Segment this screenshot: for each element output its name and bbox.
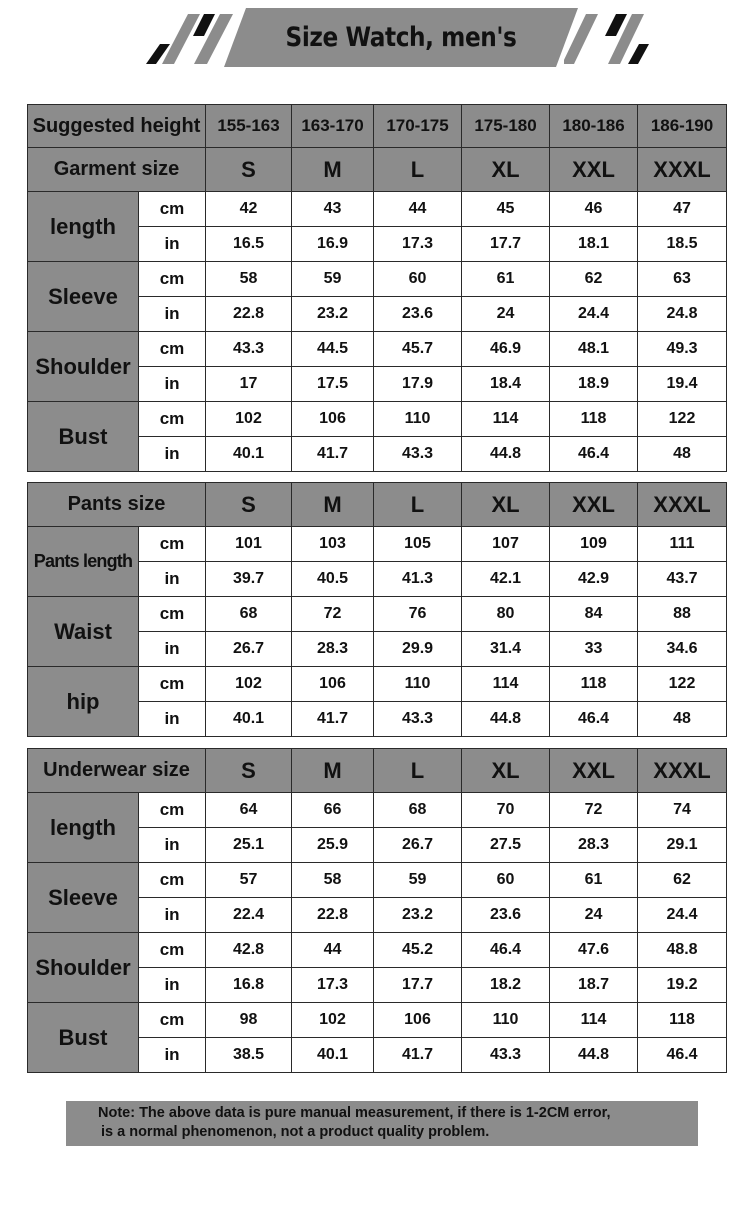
unit-label: cm (139, 933, 206, 968)
value-cell: 33 (550, 632, 638, 667)
value-cell: 41.7 (292, 702, 374, 737)
unit-label: in (139, 367, 206, 402)
value-cell: 40.5 (292, 562, 374, 597)
value-cell: 66 (292, 793, 374, 828)
header-value: 175-180 (462, 105, 550, 148)
unit-label: in (139, 1038, 206, 1073)
value-cell: 16.9 (292, 227, 374, 262)
value-cell: 38.5 (206, 1038, 292, 1073)
value-cell: 44.8 (462, 702, 550, 737)
unit-label: cm (139, 332, 206, 367)
value-cell: 47.6 (550, 933, 638, 968)
value-cell: 40.1 (206, 702, 292, 737)
unit-label: cm (139, 793, 206, 828)
value-cell: 58 (206, 262, 292, 297)
value-cell: 44 (374, 192, 462, 227)
value-cell: 80 (462, 597, 550, 632)
size-header-row (28, 749, 727, 793)
value-cell: 98 (206, 1003, 292, 1038)
value-cell: 46.4 (550, 437, 638, 472)
value-cell: 57 (206, 863, 292, 898)
header-label: Underwear size (28, 749, 206, 793)
value-cell: 16.5 (206, 227, 292, 262)
value-cell: 22.8 (292, 898, 374, 933)
measure-label: length (28, 192, 139, 262)
header-value: S (206, 749, 292, 793)
unit-label: in (139, 898, 206, 933)
value-cell: 70 (462, 793, 550, 828)
header-value: XXXL (638, 749, 727, 793)
value-cell: 46.9 (462, 332, 550, 367)
value-cell: 26.7 (374, 828, 462, 863)
value-cell: 18.2 (462, 968, 550, 1003)
table-row (28, 262, 727, 297)
value-cell: 18.7 (550, 968, 638, 1003)
header-value: XXXL (638, 148, 727, 192)
value-cell: 59 (374, 863, 462, 898)
value-cell: 19.4 (638, 367, 727, 402)
value-cell: 61 (550, 863, 638, 898)
value-cell: 42.8 (206, 933, 292, 968)
table-row (28, 933, 727, 968)
value-cell: 114 (462, 667, 550, 702)
value-cell: 18.1 (550, 227, 638, 262)
value-cell: 102 (206, 667, 292, 702)
value-cell: 46 (550, 192, 638, 227)
unit-label: in (139, 562, 206, 597)
value-cell: 44.8 (462, 437, 550, 472)
value-cell: 49.3 (638, 332, 727, 367)
value-cell: 22.8 (206, 297, 292, 332)
value-cell: 34.6 (638, 632, 727, 667)
measurement-note (66, 1101, 698, 1146)
value-cell: 62 (550, 262, 638, 297)
table-row (28, 793, 727, 828)
value-cell: 48 (638, 437, 727, 472)
header-value: XXL (550, 483, 638, 527)
table-row (28, 332, 727, 367)
value-cell: 48.8 (638, 933, 727, 968)
note-line-2: is a normal phenomenon, not a product quality problem. (101, 1124, 490, 1140)
table-row (28, 527, 727, 562)
value-cell: 44.8 (550, 1038, 638, 1073)
unit-label: cm (139, 527, 206, 562)
value-cell: 18.4 (462, 367, 550, 402)
value-cell: 106 (374, 1003, 462, 1038)
value-cell: 17.7 (462, 227, 550, 262)
measure-label: Pants length (28, 527, 139, 597)
header-value: 155-163 (206, 105, 292, 148)
value-cell: 43.3 (206, 332, 292, 367)
value-cell: 114 (462, 402, 550, 437)
header-value: XL (462, 749, 550, 793)
value-cell: 58 (292, 863, 374, 898)
unit-label: in (139, 702, 206, 737)
header-value: XXXL (638, 483, 727, 527)
header-value: 186-190 (638, 105, 727, 148)
value-cell: 22.4 (206, 898, 292, 933)
value-cell: 46.4 (638, 1038, 727, 1073)
value-cell: 106 (292, 667, 374, 702)
value-cell: 42.1 (462, 562, 550, 597)
value-cell: 44 (292, 933, 374, 968)
value-cell: 107 (462, 527, 550, 562)
unit-label: cm (139, 597, 206, 632)
value-cell: 17.7 (374, 968, 462, 1003)
value-cell: 72 (292, 597, 374, 632)
value-cell: 74 (638, 793, 727, 828)
value-cell: 26.7 (206, 632, 292, 667)
value-cell: 39.7 (206, 562, 292, 597)
value-cell: 102 (206, 402, 292, 437)
header-value: XXL (550, 749, 638, 793)
value-cell: 18.5 (638, 227, 727, 262)
header-label: Garment size (28, 148, 206, 192)
header-value: XXL (550, 148, 638, 192)
value-cell: 88 (638, 597, 727, 632)
value-cell: 62 (638, 863, 727, 898)
value-cell: 24 (462, 297, 550, 332)
value-cell: 40.1 (292, 1038, 374, 1073)
value-cell: 60 (374, 262, 462, 297)
value-cell: 19.2 (638, 968, 727, 1003)
value-cell: 114 (550, 1003, 638, 1038)
unit-label: cm (139, 262, 206, 297)
left-stripes-decoration (140, 10, 235, 68)
value-cell: 106 (292, 402, 374, 437)
value-cell: 48.1 (550, 332, 638, 367)
table-row (28, 667, 727, 702)
value-cell: 17.3 (374, 227, 462, 262)
value-cell: 41.3 (374, 562, 462, 597)
value-cell: 24.4 (638, 898, 727, 933)
value-cell: 72 (550, 793, 638, 828)
value-cell: 31.4 (462, 632, 550, 667)
header-value: L (374, 148, 462, 192)
value-cell: 101 (206, 527, 292, 562)
value-cell: 41.7 (292, 437, 374, 472)
size-header-row (28, 483, 727, 527)
measure-label: Bust (28, 1003, 139, 1073)
header-label: Pants size (28, 483, 206, 527)
table-row (28, 402, 727, 437)
note-line-1: Note: The above data is pure manual measurement, if there is 1-2CM error, (98, 1105, 611, 1121)
unit-label: in (139, 632, 206, 667)
value-cell: 84 (550, 597, 638, 632)
value-cell: 47 (638, 192, 727, 227)
value-cell: 46.4 (550, 702, 638, 737)
value-cell: 41.7 (374, 1038, 462, 1073)
value-cell: 28.3 (292, 632, 374, 667)
value-cell: 68 (206, 597, 292, 632)
unit-label: cm (139, 1003, 206, 1038)
value-cell: 110 (462, 1003, 550, 1038)
value-cell: 29.1 (638, 828, 727, 863)
value-cell: 42.9 (550, 562, 638, 597)
table-row (28, 1003, 727, 1038)
measure-label: Shoulder (28, 933, 139, 1003)
value-cell: 43.3 (374, 437, 462, 472)
value-cell: 45 (462, 192, 550, 227)
value-cell: 24 (550, 898, 638, 933)
value-cell: 40.1 (206, 437, 292, 472)
unit-label: cm (139, 667, 206, 702)
header-value: M (292, 483, 374, 527)
garment-size-table (27, 104, 727, 472)
value-cell: 110 (374, 667, 462, 702)
value-cell: 118 (550, 667, 638, 702)
value-cell: 23.6 (374, 297, 462, 332)
measure-label: Bust (28, 402, 139, 472)
unit-label: cm (139, 402, 206, 437)
value-cell: 68 (374, 793, 462, 828)
value-cell: 118 (550, 402, 638, 437)
value-cell: 16.8 (206, 968, 292, 1003)
value-cell: 122 (638, 667, 727, 702)
value-cell: 122 (638, 402, 727, 437)
value-cell: 46.4 (462, 933, 550, 968)
value-cell: 23.6 (462, 898, 550, 933)
value-cell: 24.8 (638, 297, 727, 332)
value-cell: 118 (638, 1003, 727, 1038)
underwear-size-table (27, 748, 727, 1073)
table-row (28, 192, 727, 227)
right-stripes-decoration (564, 10, 659, 68)
value-cell: 24.4 (550, 297, 638, 332)
value-cell: 110 (374, 402, 462, 437)
value-cell: 28.3 (550, 828, 638, 863)
value-cell: 44.5 (292, 332, 374, 367)
value-cell: 102 (292, 1003, 374, 1038)
value-cell: 48 (638, 702, 727, 737)
unit-label: in (139, 968, 206, 1003)
value-cell: 60 (462, 863, 550, 898)
value-cell: 59 (292, 262, 374, 297)
value-cell: 17.3 (292, 968, 374, 1003)
value-cell: 23.2 (374, 898, 462, 933)
height-header-row (28, 105, 727, 148)
measure-label: length (28, 793, 139, 863)
value-cell: 29.9 (374, 632, 462, 667)
value-cell: 17.9 (374, 367, 462, 402)
value-cell: 43.3 (462, 1038, 550, 1073)
value-cell: 111 (638, 527, 727, 562)
unit-label: in (139, 297, 206, 332)
unit-label: in (139, 437, 206, 472)
measure-label: Sleeve (28, 863, 139, 933)
measure-label: Sleeve (28, 262, 139, 332)
value-cell: 27.5 (462, 828, 550, 863)
header-value: 170-175 (374, 105, 462, 148)
header-value: L (374, 483, 462, 527)
header-value: 180-186 (550, 105, 638, 148)
unit-label: in (139, 227, 206, 262)
header-value: L (374, 749, 462, 793)
value-cell: 43 (292, 192, 374, 227)
value-cell: 76 (374, 597, 462, 632)
value-cell: 25.1 (206, 828, 292, 863)
header-value: S (206, 148, 292, 192)
measure-label: hip (28, 667, 139, 737)
value-cell: 105 (374, 527, 462, 562)
header-value: XL (462, 483, 550, 527)
value-cell: 18.9 (550, 367, 638, 402)
value-cell: 17 (206, 367, 292, 402)
header-label: Suggested height (28, 105, 206, 148)
value-cell: 63 (638, 262, 727, 297)
header-value: XL (462, 148, 550, 192)
value-cell: 43.7 (638, 562, 727, 597)
value-cell: 23.2 (292, 297, 374, 332)
header-value: M (292, 148, 374, 192)
unit-label: cm (139, 192, 206, 227)
table-row (28, 597, 727, 632)
header-value: S (206, 483, 292, 527)
page-title: Size Watch, men's (285, 22, 517, 53)
value-cell: 103 (292, 527, 374, 562)
value-cell: 25.9 (292, 828, 374, 863)
pants-size-table (27, 482, 727, 737)
value-cell: 43.3 (374, 702, 462, 737)
size-header-row (28, 148, 727, 192)
measure-label: Waist (28, 597, 139, 667)
measure-label: Shoulder (28, 332, 139, 402)
value-cell: 17.5 (292, 367, 374, 402)
value-cell: 45.2 (374, 933, 462, 968)
header-value: 163-170 (292, 105, 374, 148)
value-cell: 64 (206, 793, 292, 828)
value-cell: 45.7 (374, 332, 462, 367)
table-row (28, 863, 727, 898)
unit-label: cm (139, 863, 206, 898)
value-cell: 109 (550, 527, 638, 562)
header-value: M (292, 749, 374, 793)
value-cell: 61 (462, 262, 550, 297)
unit-label: in (139, 828, 206, 863)
value-cell: 42 (206, 192, 292, 227)
